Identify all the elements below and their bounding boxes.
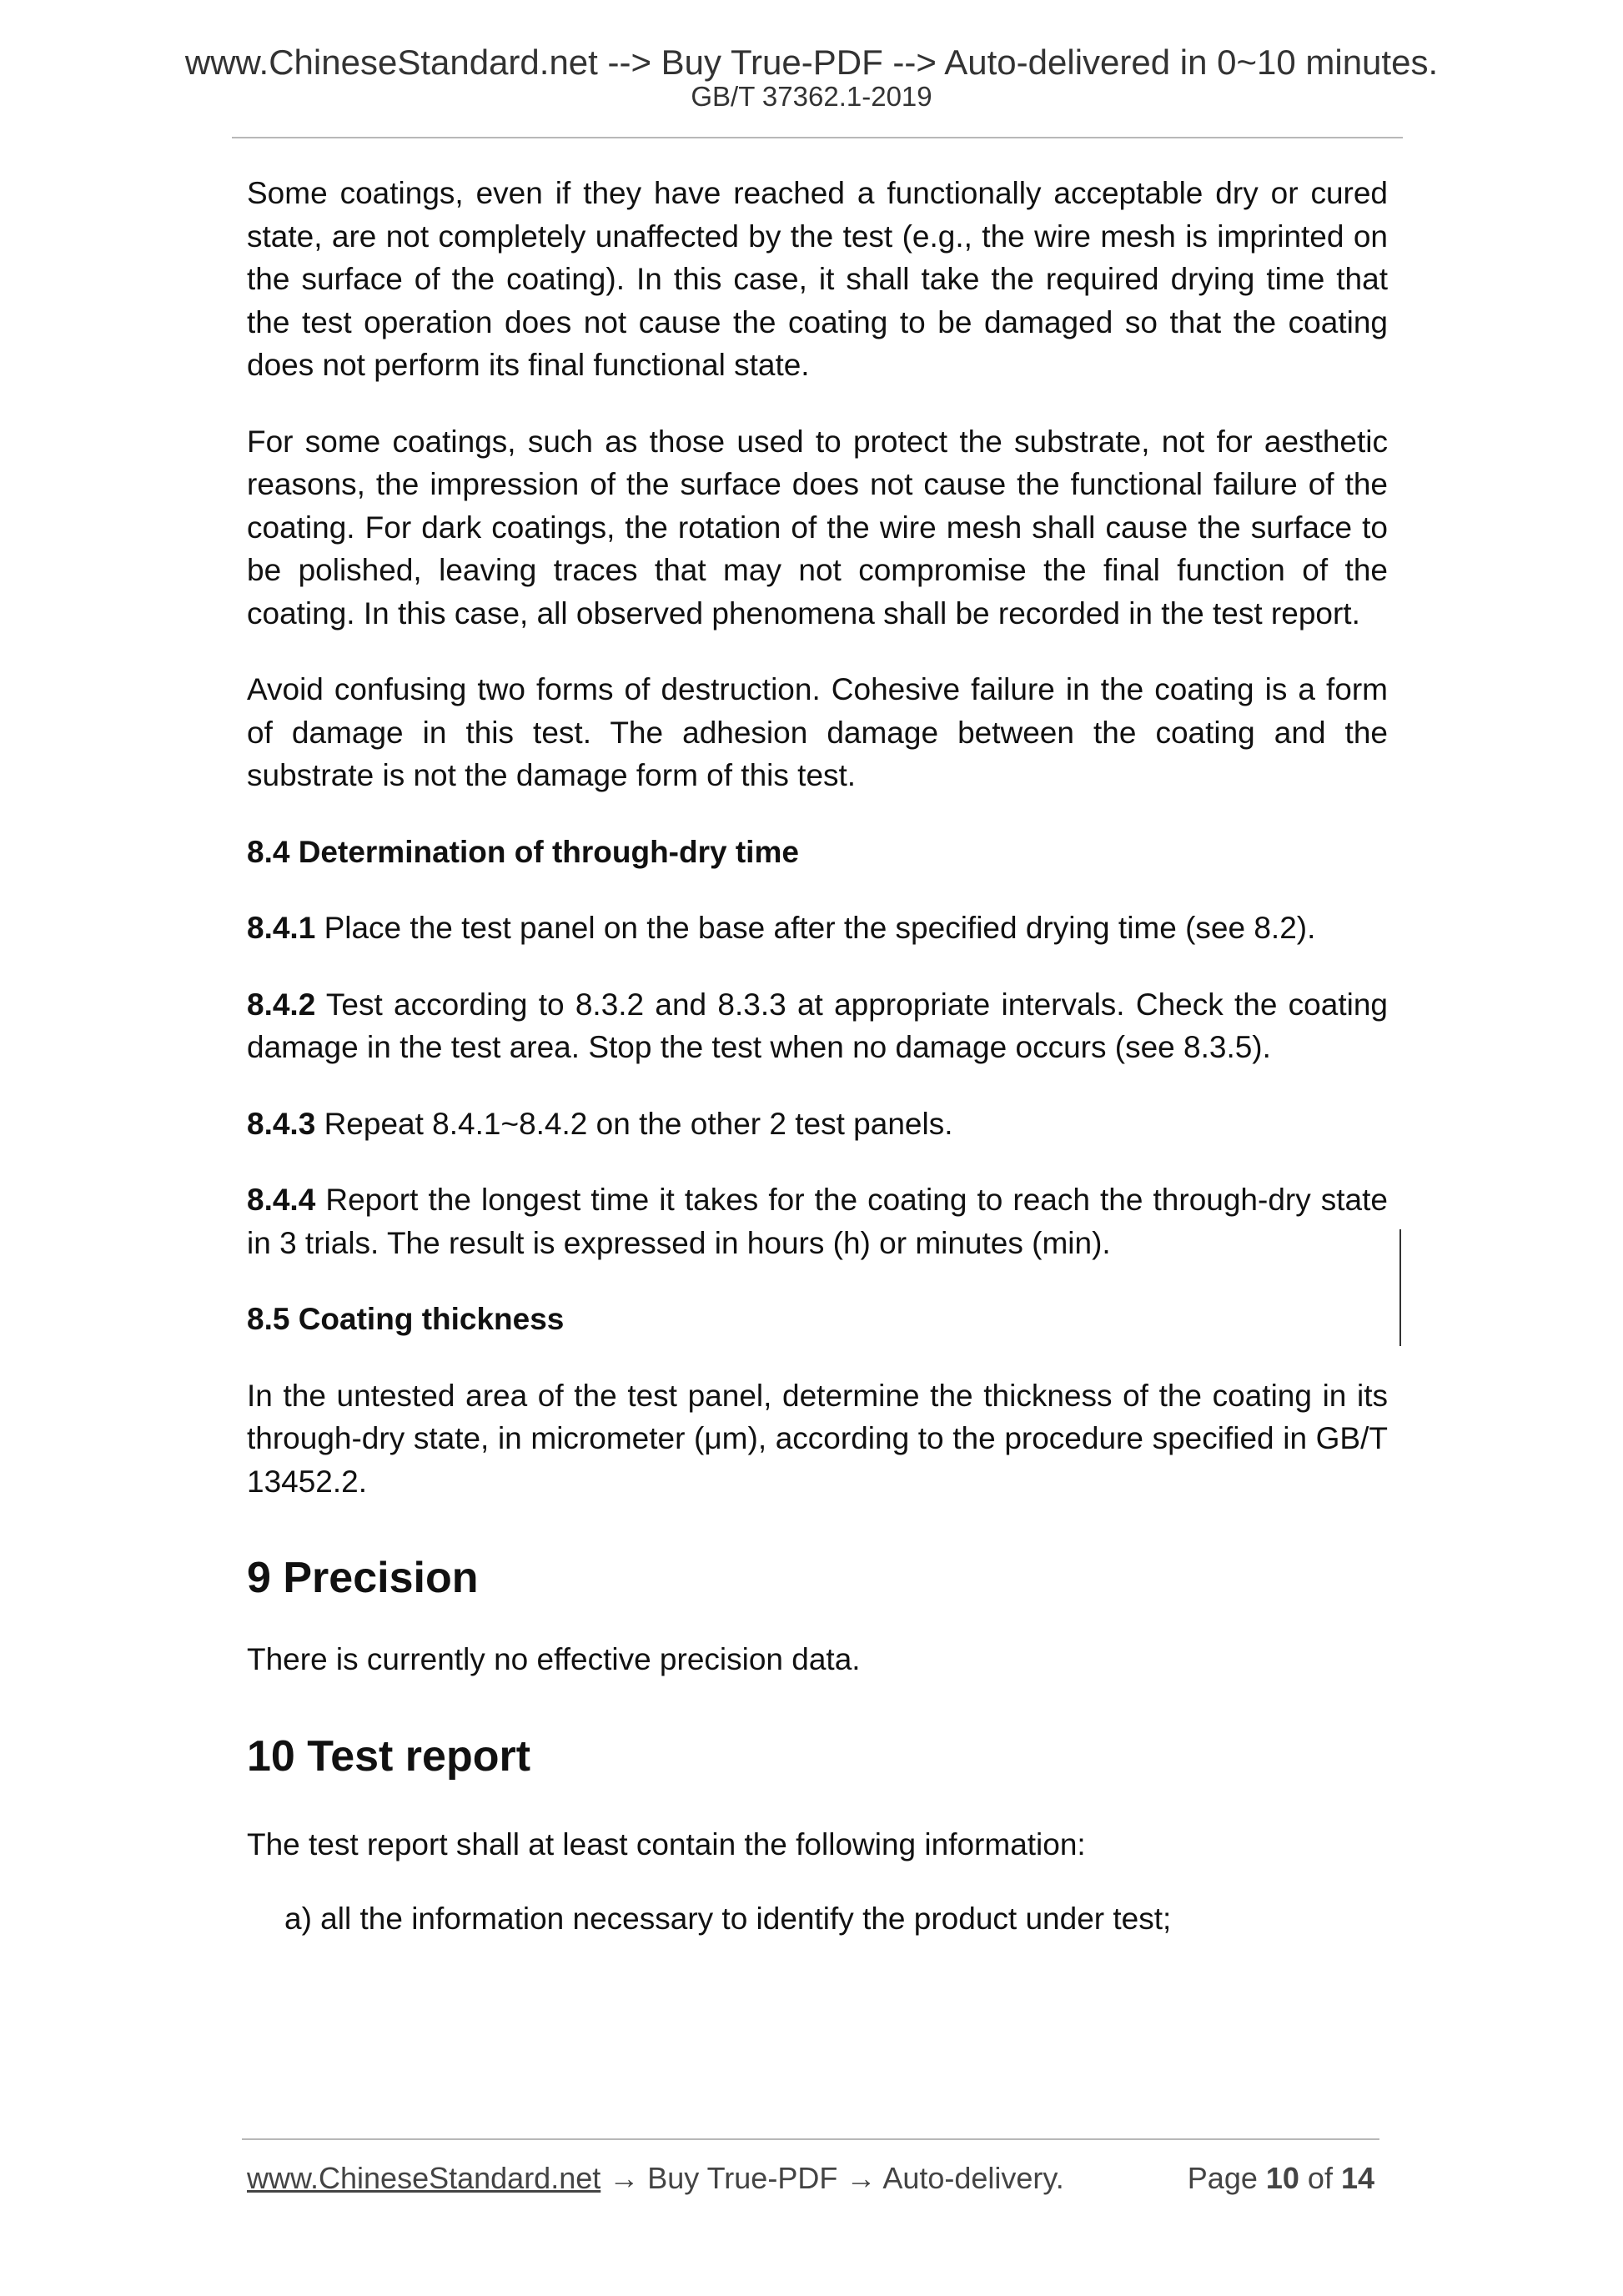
footer-link[interactable]: www.ChineseStandard.net [247,2161,601,2195]
page-label: Page [1187,2161,1266,2195]
section-heading-10: 10 Test report [247,1731,531,1781]
page-number [1188,2158,1374,2198]
paragraph: In the untested area of the test panel, determine the thickness of the coating in its through-dry state, in micrometer (μm), according to the procedure specified in GB/T 13452.2. [247,1378,1388,1499]
clause-text: Report the longest time it takes for the coating to reach the through-dry state in 3 trials. The result is expressed in hours (h) or minutes (min). [247,1183,1388,1260]
paragraph: For some coatings, such as those used to protect the substrate, not for aesthetic reasons, the impression of the surface does not cause the functional failure of the coating. For dark coatings, the rotation of the wire mesh shall cause the surface to be polished, leaving traces that may not compromise the final function of the coating. In this case, all observed phenomena shall be recorded in the test report. [247,424,1388,631]
clause-8-4-4 [247,1178,1388,1264]
clause-text: Test according to 8.3.2 and 8.3.3 at appropriate intervals. Check the coating damage in the test area. Stop the test when no damage occurs (see 8.3.5). [247,987,1388,1064]
current-page: 10 [1265,2161,1299,2195]
clause-8-4-1 [247,907,1388,950]
clause-number: 8.4.1 [247,911,316,945]
clause-text: Repeat 8.4.1~8.4.2 on the other 2 test panels. [315,1106,953,1141]
paragraph: Some coatings, even if they have reached a functionally acceptable dry or cured state, are not completely unaffected by the test (e.g., the wire mesh is imprinted on the surface of the coating). In this case, it shall take the required drying time that the test operation does not cause the coating to be damaged so that the coating does not perform its final functional state. [247,176,1388,382]
paragraph: There is currently no effective precision data. [247,1642,861,1676]
header-banner: www.ChineseStandard.net --> Buy True-PDF --> Auto-delivered in 0~10 minutes. [184,43,1439,82]
total-pages: 14 [1340,2161,1374,2195]
clause-number: 8.4.4 [247,1183,316,1217]
clause-number: 8.4.3 [247,1106,316,1141]
header-divider [232,137,1403,138]
section-heading-9: 9 Precision [247,1554,479,1602]
subsection-heading-8-4: 8.4 Determination of through-dry time [247,834,799,869]
page-of: of [1299,2161,1341,2195]
clause-8-4-2 [247,983,1388,1069]
page-body [247,172,1388,1941]
document-code: GB/T 37362.1-2019 [691,81,932,112]
paragraph: The test report shall at least contain the following information: [247,1826,1086,1861]
clause-8-4-3 [247,1103,1388,1146]
revision-change-bar [1399,1229,1401,1346]
clause-text: Place the test panel on the base after the specified drying time (see 8.2). [315,911,1316,945]
list-item: a) all the information necessary to identify the product under test; [284,1902,1172,1936]
footer-promo [247,2158,1064,2198]
clause-number: 8.4.2 [247,987,316,1022]
subsection-heading-8-5: 8.5 Coating thickness [247,1302,565,1336]
paragraph: Avoid confusing two forms of destruction. Cohesive failure in the coating is a form of damage in this test. The adhesion damage between the coating and the substrate is not the damage form of this test. [247,672,1388,792]
footer-divider [242,2138,1379,2140]
footer-promo-text: → Buy True-PDF → Auto-delivery. [600,2161,1064,2195]
